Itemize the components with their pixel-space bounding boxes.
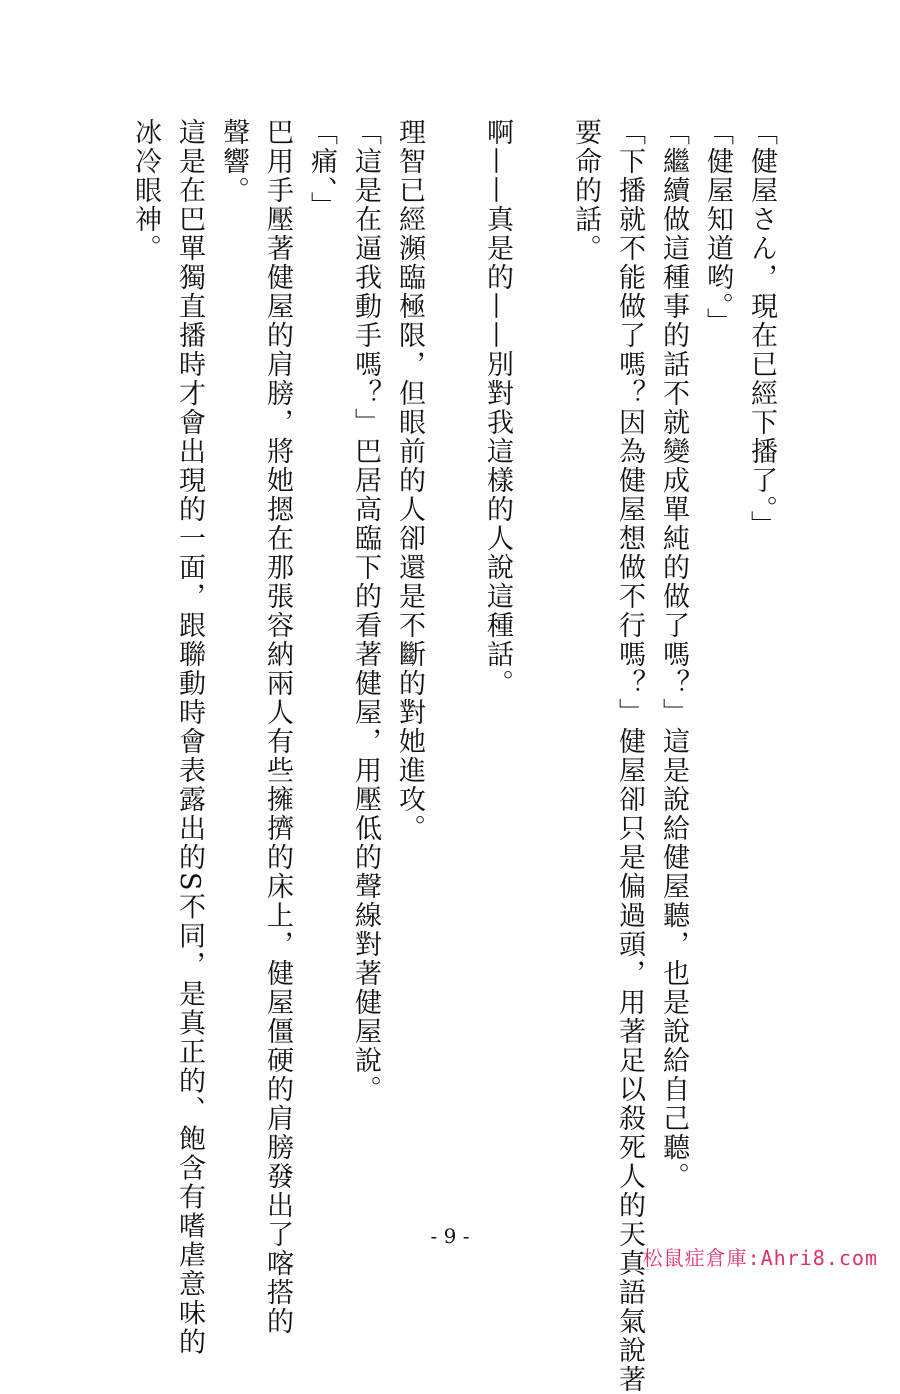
text-line-11: 聲響。 bbox=[218, 118, 249, 205]
text-line-12: 這是在巴單獨直播時才會出現的一面，跟聯動時會表露出的S不同，是真正的、飽含有嗜虐意味的 bbox=[174, 118, 205, 1357]
text-line-1: 「健屋さん，現在已經下播了。」 bbox=[746, 118, 777, 540]
text-line-5: 要命的話。 bbox=[570, 118, 601, 263]
watermark-text: 松鼠症倉庫:Ahri8.com bbox=[642, 1246, 878, 1270]
text-line-4: 「下播就不能做了嗎？因為健屋想做不行嗎？」健屋卻只是偏過頭，用著足以殺死人的天真語氣說著 bbox=[614, 118, 645, 1394]
page-number: - 9 - bbox=[430, 1224, 470, 1248]
text-line-10: 巴用手壓著健屋的肩膀，將她摁在那張容納兩人有些擁擠的床上，健屋僵硬的肩膀發出了喀搭的 bbox=[262, 118, 293, 1336]
text-line-8: 「這是在逼我動手嗎？」巴居高臨下的看著健屋，用壓低的聲線對著健屋說。 bbox=[350, 118, 381, 1104]
text-line-9: 「痛、」 bbox=[306, 118, 337, 221]
text-line-6: 啊——真是的——別對我這樣的人說這種話。 bbox=[482, 118, 513, 698]
text-line-13: 冰冷眼神。 bbox=[130, 118, 161, 263]
text-line-7: 理智已經瀕臨極限，但眼前的人卻還是不斷的對她進攻。 bbox=[394, 118, 425, 843]
text-line-2: 「健屋知道哟。」 bbox=[702, 118, 733, 337]
text-line-3: 「繼續做這種事的話不就變成單純的做了嗎？」這是說給健屋聽，也是說給自己聽。 bbox=[658, 118, 689, 1191]
